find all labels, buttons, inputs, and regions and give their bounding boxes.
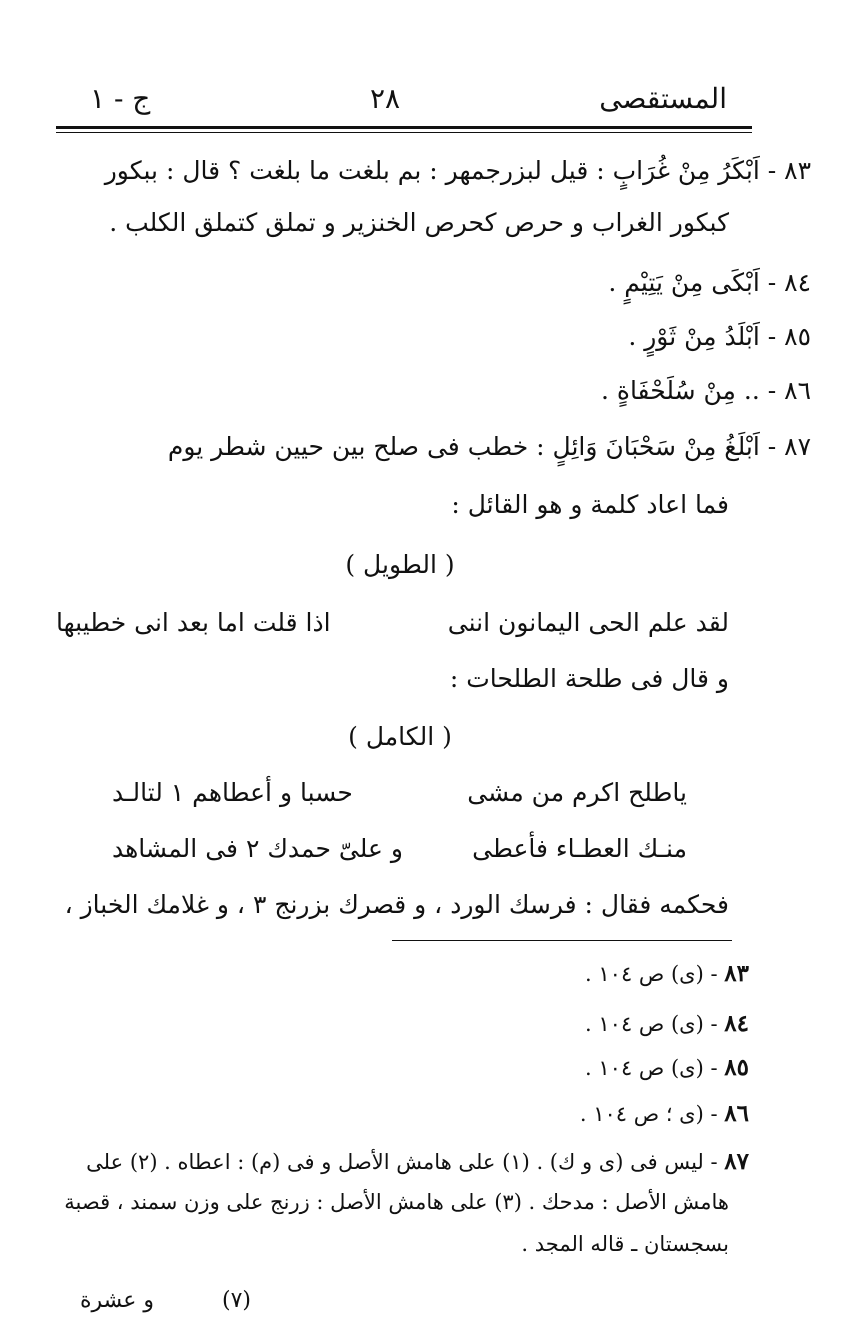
verse-2-line-2-first: منـك العطـاء فأعطى xyxy=(472,834,687,863)
entry-number: ٨٧ xyxy=(784,432,811,461)
entry-text: - اَبْلَدُ مِنْ ثَوْرٍ . xyxy=(628,322,777,351)
entry-84 xyxy=(608,268,811,297)
meter-label-tawil: ( الطويل ) xyxy=(345,550,455,579)
entry-text: - اَبْلَغُ مِنْ سَحْبَانَ وَائِلٍ : خطب فى صلح بين حيين شطر يوم xyxy=(167,432,777,461)
entry-83-line-1 xyxy=(105,156,811,185)
footnote-83 xyxy=(585,960,749,987)
entry-text: - اَبْكَرُ مِنْ غُرَابٍ : قيل لبزرجمهر : بم بلغت ما بلغت ؟ قال : ببكور xyxy=(104,156,777,185)
volume-label: ج - ١ xyxy=(90,82,151,115)
footnote-87-line-2: هامش الأصل : مدحك . (٣) على هامش الأصل : زرنج على وزن سمند ، قصبة xyxy=(64,1190,729,1214)
entry-number: ٨٣ xyxy=(784,156,811,185)
footnote-number: ٨٥ xyxy=(724,1054,749,1081)
footnote-text: - (ى) ص ١٠٤ . xyxy=(585,1056,718,1080)
intro-line: و قال فى طلحة الطلحات : xyxy=(449,664,729,693)
meter-label-kamil: ( الكامل ) xyxy=(348,722,452,751)
closing-line: فحكمه فقال : فرسك الورد ، و قصرك بزرنج ٣ ، و غلامك الخباز ، xyxy=(64,890,729,919)
entry-text: - اَبْكَى مِنْ يَتِيْمٍ . xyxy=(608,268,777,297)
entry-text: - .. مِنْ سُلَحْفَاةٍ . xyxy=(600,376,777,405)
entry-86 xyxy=(601,376,811,405)
footnote-text: - ليس فى (ى و ك) . (١) على هامش الأصل و فى (م) : اعطاه . (٢) على xyxy=(86,1150,718,1174)
footnote-number: ٨٧ xyxy=(724,1148,749,1175)
entry-83-line-2: كبكور الغراب و حرص كحرص الخنزير و تملق كتملق الكلب . xyxy=(109,208,729,237)
entry-85 xyxy=(628,322,811,351)
book-title: المستقصى xyxy=(599,82,727,115)
footnote-text: - (ى) ص ١٠٤ . xyxy=(585,962,718,986)
signature-number: (٧) xyxy=(222,1288,252,1313)
footnote-text: - (ى) ص ١٠٤ . xyxy=(585,1012,718,1036)
footnote-number: ٨٣ xyxy=(724,960,749,987)
footnote-85 xyxy=(585,1054,749,1081)
footnote-separator xyxy=(392,940,732,941)
verse-1-first-hemistich: لقد علم الحى اليمانون اننى xyxy=(447,608,729,637)
verse-2-line-1-second: حسبا و أعطاهم ١ لتالـد xyxy=(112,778,353,807)
verse-2-line-2-second: و علىّ حمدك ٢ فى المشاهد xyxy=(112,834,403,863)
footnote-84 xyxy=(585,1010,749,1037)
header-rule-thin xyxy=(56,132,752,133)
signature-word: و عشرة xyxy=(80,1288,155,1313)
footnote-87-line-3: بسجستان ـ قاله المجد . xyxy=(521,1232,729,1256)
footnote-text: - (ى ؛ ص ١٠٤ . xyxy=(579,1102,718,1126)
entry-number: ٨٤ xyxy=(784,268,811,297)
verse-1-second-hemistich: اذا قلت اما بعد انى خطيبها xyxy=(56,608,331,637)
footnote-87-line-1 xyxy=(86,1148,749,1175)
header-rule-thick xyxy=(56,126,752,129)
footnote-number: ٨٤ xyxy=(724,1010,749,1037)
page-number: ٢٨ xyxy=(370,82,401,115)
entry-87-line-2: فما اعاد كلمة و هو القائل : xyxy=(451,490,729,519)
footnote-86 xyxy=(580,1100,749,1127)
verse-2-line-1-first: ياطلح اكرم من مشى xyxy=(467,778,687,807)
entry-87-line-1 xyxy=(168,432,811,461)
footnote-number: ٨٦ xyxy=(724,1100,749,1127)
entry-number: ٨٦ xyxy=(784,376,811,405)
entry-number: ٨٥ xyxy=(784,322,811,351)
